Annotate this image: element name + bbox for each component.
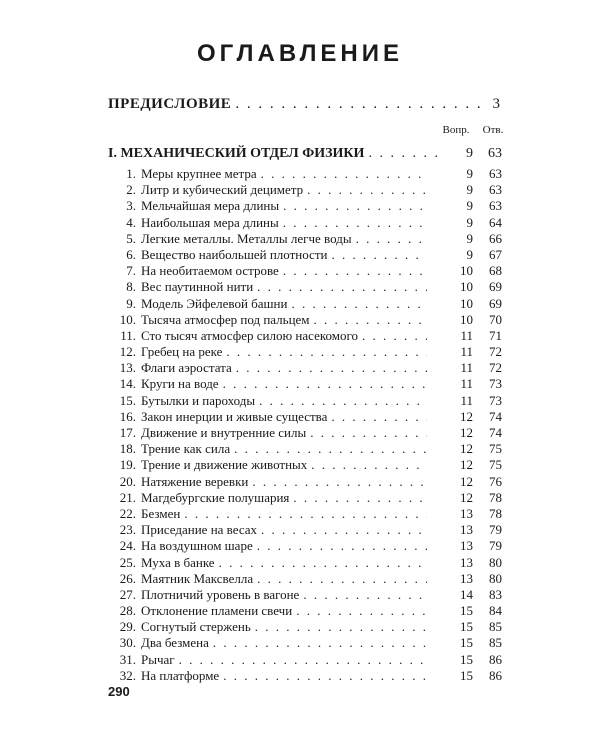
entry-title: Тысяча атмосфер под пальцем [141,311,310,327]
entry-text [141,182,431,198]
entry-title: Два безмена [141,635,209,651]
entry-number: 28. [119,603,136,619]
entry-number: 31. [119,651,136,667]
entry-title: На платформе [141,667,220,683]
dot-leader [331,247,427,263]
dot-leader [259,393,427,409]
dot-leader [213,635,427,651]
entry-number: 6. [126,246,136,262]
entry-answer-page: 79 [489,522,502,538]
toc-entry [108,668,502,684]
toc-entry [108,490,502,506]
entry-answer-page: 63 [489,182,502,198]
entry-question-page: 12 [460,425,473,440]
entry-number: 19. [119,457,136,473]
entry-title: Приседание на весах [141,522,258,538]
entry-title: Движение и внутренние силы [141,425,307,440]
entry-title: Рычаг [141,651,175,667]
entry-number: 29. [119,619,136,635]
dot-leader [310,425,427,441]
entry-title: На воздушном шаре [141,538,253,554]
entry-text [141,555,431,571]
entry-number: 23. [119,522,136,538]
entry-answer-page: 78 [489,489,502,505]
entry-text [141,490,431,506]
entry-answer-page: 70 [489,311,502,327]
toc-entry [108,344,502,360]
entry-title: Наибольшая мера длины [141,214,279,230]
toc-entry [108,587,502,603]
toc-entry [108,441,502,457]
dot-leader [296,603,427,619]
toc-entry [108,619,502,635]
entry-question-page: 15 [460,619,473,635]
entry-title: Маятник Максвелла [141,570,254,586]
entry-number: 27. [119,586,136,602]
dot-leader [236,360,427,376]
dot-leader [179,652,427,668]
entry-text [141,247,431,263]
entry-title: Безмен [141,505,181,521]
entry-answer-page: 75 [489,457,502,473]
entry-title: Бутылки и пароходы [141,392,256,408]
entry-text [141,603,431,619]
toc-entry [108,296,502,312]
entry-question-page: 9 [466,246,473,262]
entry-question-page: 12 [460,489,473,505]
toc-entry [108,409,502,425]
dot-leader [293,490,427,506]
entry-title: Трение и движение животных [141,457,308,473]
entry-number: 15. [119,392,136,408]
entry-text [141,668,431,684]
entry-number: 17. [119,425,136,440]
entry-question-page: 10 [460,295,473,311]
entry-answer-page: 63 [489,198,502,214]
dot-leader [219,555,427,571]
dot-leader [234,441,427,457]
dot-leader [283,198,427,214]
entry-question-page: 13 [460,522,473,538]
entry-text [141,441,431,457]
dot-leader [255,619,427,635]
entry-number: 3. [126,198,136,214]
entry-text [141,215,431,231]
entry-title: Натяжение веревки [141,473,249,489]
entry-number: 22. [119,505,136,521]
entry-text [141,425,431,441]
entry-text [141,231,431,247]
page-title: ОГЛАВЛЕНИЕ [196,40,404,67]
entry-answer-page: 71 [489,327,502,343]
entry-number: 7. [126,263,136,279]
entry-question-page: 15 [460,651,473,667]
entry-text [141,328,431,344]
entry-answer-page: 74 [489,425,502,440]
toc-entry [108,603,502,619]
dot-leader [257,571,427,587]
entry-number: 25. [119,554,136,570]
entry-question-page: 12 [460,473,473,489]
dot-leader [226,344,427,360]
toc-entry [108,652,502,668]
entry-text [141,312,431,328]
entry-number: 18. [119,441,136,457]
entry-text [141,635,431,651]
entry-answer-page: 78 [489,505,502,521]
section-label: I. МЕХАНИЧЕСКИЙ ОТДЕЛ ФИЗИКИ [108,146,365,161]
column-header-questions: Вопр. [442,124,470,136]
entry-number: 20. [119,473,136,489]
entry-title: Согнутый стержень [141,619,251,635]
entry-question-page: 14 [460,586,473,602]
section-heading [108,146,500,164]
entry-title: Литр и кубический дециметр [141,182,304,198]
entry-question-page: 9 [466,166,473,181]
entry-title: Гребец на реке [141,344,223,360]
entry-question-page: 9 [466,230,473,246]
entry-answer-page: 80 [489,570,502,586]
entry-number: 26. [119,570,136,586]
entry-title: Модель Эйфелевой башни [141,295,288,311]
entry-number: 21. [119,489,136,505]
toc-entry [108,425,502,441]
entry-number: 14. [119,376,136,392]
entry-question-page: 12 [460,457,473,473]
preface-page: 3 [492,96,500,112]
entry-question-page: 12 [460,408,473,424]
entry-question-page: 13 [460,570,473,586]
toc-entry [108,635,502,651]
entry-answer-page: 69 [489,295,502,311]
toc-entry [108,312,502,328]
toc-entry [108,198,502,214]
page-number: 290 [108,684,130,699]
toc-entry [108,360,502,376]
entry-title: Плотничий уровень в вагоне [141,586,300,602]
entry-question-page: 10 [460,263,473,279]
entry-title: Мельчайшая мера длины [141,198,280,214]
entry-question-page: 13 [460,538,473,554]
dot-leader [283,263,427,279]
toc-entry [108,393,502,409]
toc-entry [108,279,502,295]
entry-question-page: 11 [460,392,473,408]
entry-number: 5. [126,230,136,246]
toc-entry [108,182,502,198]
toc-entry [108,522,502,538]
entry-answer-page: 68 [489,263,502,279]
entry-number: 4. [126,214,136,230]
entry-number: 13. [119,360,136,376]
entry-answer-page: 69 [489,279,502,295]
toc-entry [108,215,502,231]
entry-number: 9. [126,295,136,311]
entry-title: Меры крупнее метра [141,166,257,181]
dot-leader [356,231,427,247]
entry-answer-page: 66 [489,230,502,246]
toc-entry [108,166,502,182]
entry-number: 24. [119,538,136,554]
entry-text [141,409,431,425]
entry-question-page: 10 [460,311,473,327]
toc-entry [108,328,502,344]
toc-entry [108,263,502,279]
entry-title: Вещество наибольшей плотности [141,246,328,262]
entry-text [141,166,431,182]
toc-entry [108,247,502,263]
entry-number: 11. [120,327,136,343]
entry-answer-page: 84 [489,603,502,619]
entry-title: Вес паутинной нити [141,279,254,295]
entry-number: 12. [119,344,136,360]
entry-question-page: 15 [460,603,473,619]
entry-answer-page: 67 [489,246,502,262]
entry-answer-page: 63 [489,166,502,181]
entry-answer-page: 76 [489,473,502,489]
entry-answer-page: 83 [489,586,502,602]
toc-entry [108,376,502,392]
entry-text [141,506,431,522]
entry-text [141,393,431,409]
entry-text [141,571,431,587]
entry-text [141,296,431,312]
entry-question-page: 12 [460,441,473,457]
entry-text [141,474,431,490]
entry-number: 8. [126,279,136,295]
dot-leader [257,279,427,295]
dot-leader [252,474,427,490]
entry-question-page: 9 [466,214,473,230]
entry-answer-page: 64 [489,214,502,230]
entry-question-page: 15 [460,667,473,683]
entry-question-page: 15 [460,635,473,651]
entry-answer-page: 86 [489,651,502,667]
entry-title: Муха в банке [141,554,215,570]
entry-text [141,263,431,279]
dot-leader [235,96,482,113]
entry-text [141,522,431,538]
entry-question-page: 11 [460,327,473,343]
entry-text [141,279,431,295]
entry-answer-page: 85 [489,619,502,635]
toc-entry [108,231,502,247]
entry-question-page: 11 [460,344,473,360]
preface-entry [108,96,500,116]
entry-answer-page: 75 [489,441,502,457]
entry-number: 1. [126,166,136,181]
entry-text [141,457,431,473]
dot-leader [261,522,427,538]
entry-number: 30. [119,635,136,651]
toc-entry [108,555,502,571]
entry-answer-page: 86 [489,667,502,683]
entry-title: Флаги аэростата [141,360,232,376]
entry-text [141,587,431,603]
entry-number: 2. [126,182,136,198]
toc-entry [108,474,502,490]
entry-text [141,619,431,635]
entry-number: 32. [119,667,136,683]
entry-question-page: 11 [460,360,473,376]
entry-title: Отклонение пламени свечи [141,603,293,619]
entry-answer-page: 85 [489,635,502,651]
entry-text [141,360,431,376]
preface-label: ПРЕДИСЛОВИЕ [108,96,232,112]
dot-leader [362,328,427,344]
entry-title: Магдебургские полушария [141,489,290,505]
toc-entry [108,538,502,554]
entry-answer-page: 79 [489,538,502,554]
dot-leader [257,538,427,554]
dot-leader [261,166,427,182]
entry-question-page: 13 [460,554,473,570]
dot-leader [223,376,427,392]
entry-title: На необитаемом острове [141,263,279,279]
dot-leader [368,146,438,162]
entry-question-page: 9 [466,198,473,214]
entry-title: Трение как сила [141,441,231,457]
entry-question-page: 13 [460,505,473,521]
entry-answer-page: 74 [489,408,502,424]
dot-leader [303,587,427,603]
entry-question-page: 9 [466,182,473,198]
entry-answer-page: 72 [489,360,502,376]
toc-entry [108,506,502,522]
entry-answer-page: 73 [489,392,502,408]
entry-text [141,198,431,214]
dot-leader [283,215,427,231]
dot-leader [291,296,427,312]
entry-text [141,652,431,668]
entry-answer-page: 72 [489,344,502,360]
entry-number: 16. [119,408,136,424]
dot-leader [311,457,427,473]
toc-entry [108,571,502,587]
entry-title: Круги на воде [141,376,219,392]
entry-text [141,344,431,360]
entry-answer-page: 73 [489,376,502,392]
dot-leader [331,409,427,425]
entry-title: Закон инерции и живые существа [141,408,328,424]
toc-list [108,166,502,684]
entry-title: Легкие металлы. Металлы легче воды [141,230,352,246]
section-answer-page: 63 [488,146,502,161]
entry-question-page: 10 [460,279,473,295]
entry-number: 10. [119,311,136,327]
entry-title: Сто тысяч атмосфер силою насекомого [141,327,358,343]
entry-question-page: 11 [460,376,473,392]
section-question-page: 9 [466,146,473,161]
entry-answer-page: 80 [489,554,502,570]
entry-text [141,538,431,554]
entry-text [141,376,431,392]
column-header-answers: Отв. [482,124,504,136]
toc-entry [108,457,502,473]
dot-leader [223,668,427,684]
dot-leader [184,506,427,522]
dot-leader [307,182,427,198]
dot-leader [314,312,427,328]
